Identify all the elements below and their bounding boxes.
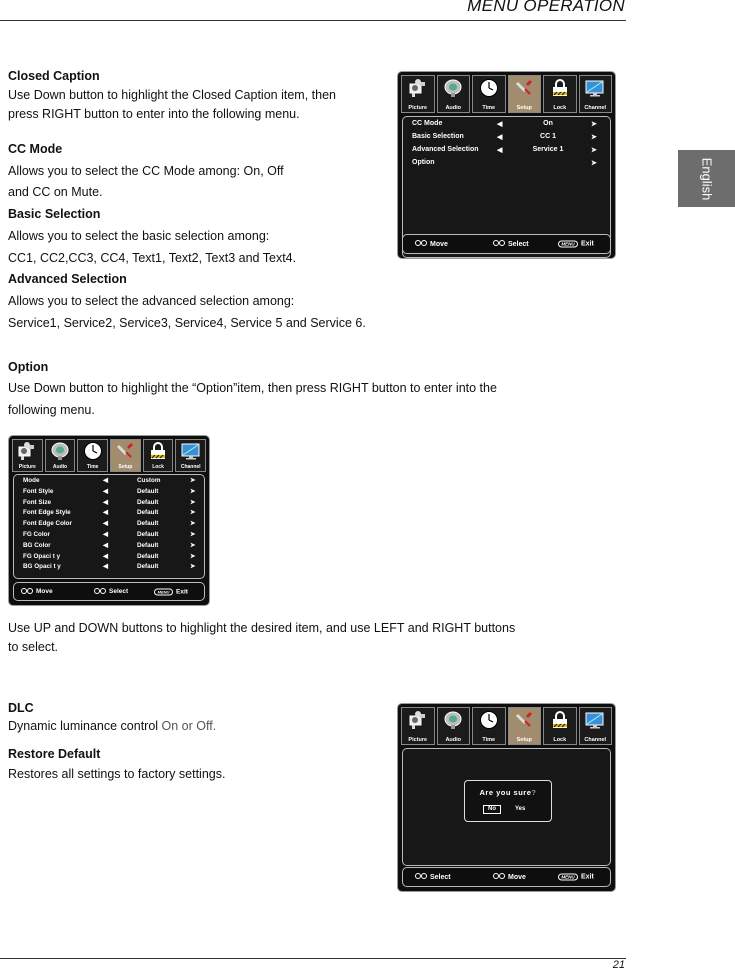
osd-tab-label: Lock (553, 105, 567, 111)
osd-footer (402, 234, 611, 254)
left-arrow-icon: ◀ (497, 121, 503, 128)
menu-row-label: CC Mode (412, 120, 443, 127)
menu-row (14, 509, 204, 519)
closed-caption-heading: Closed Caption (8, 69, 100, 83)
menu-row (14, 499, 204, 509)
footer-select-label: Select (430, 873, 451, 881)
menu-row-value: Default (137, 498, 159, 506)
footer-select (493, 240, 529, 248)
advanced-selection-heading: Advanced Selection (8, 272, 127, 286)
menu-row (14, 553, 204, 563)
menu-row (14, 531, 204, 541)
basic-selection-heading: Basic Selection (8, 207, 101, 221)
time-icon (479, 78, 499, 103)
menu-row-label: BG Color (23, 541, 51, 549)
right-arrow-icon: ➤ (591, 147, 597, 154)
lock-icon (550, 78, 570, 103)
right-arrow-icon: ➤ (190, 498, 196, 506)
menu-row-value: CC 1 (540, 133, 556, 140)
footer-move (415, 240, 448, 248)
lock-icon (550, 710, 570, 735)
footer-exit-label: Exit (581, 240, 594, 248)
osd-tab-bar (401, 707, 612, 745)
osd-tab-label: Audio (52, 464, 68, 470)
audio-icon (443, 710, 463, 735)
footer-exit (154, 588, 188, 595)
updown-keys-icon (415, 873, 427, 881)
right-arrow-icon: ➤ (190, 509, 196, 517)
menu-row-value: Service 1 (532, 146, 564, 153)
menu-row-value: Default (137, 509, 159, 517)
right-arrow-icon: ➤ (190, 487, 196, 495)
osd-tab-label: Setup (516, 737, 532, 743)
menu-row-label: BG Opaci t y (23, 563, 61, 571)
restore-default-heading: Restore Default (8, 747, 101, 761)
footer-select (94, 588, 128, 596)
left-arrow-icon: ◀ (103, 520, 108, 528)
right-arrow-icon: ➤ (591, 160, 597, 167)
picture-icon (18, 441, 36, 466)
option-menu-screenshot (8, 435, 210, 606)
osd-tab-bar (12, 439, 206, 472)
osd-tab-channel[interactable] (579, 75, 613, 113)
osd-tab-picture[interactable] (401, 707, 435, 745)
menu-row-label: Option (412, 159, 435, 166)
header-rule (0, 20, 626, 21)
right-arrow-icon: ➤ (190, 531, 196, 538)
osd-tab-audio[interactable] (437, 75, 471, 113)
osd-tab-lock[interactable] (143, 439, 174, 472)
setup-icon (514, 710, 534, 735)
left-arrow-icon: ◀ (103, 509, 108, 517)
menu-row (14, 520, 204, 530)
footer-move (493, 873, 526, 881)
dlc-line-text: Dynamic luminance control (8, 719, 159, 733)
menu-row (14, 488, 204, 498)
menu-key-icon: MENU (558, 874, 578, 881)
menu-row-label: Font Edge Color (23, 520, 72, 528)
footer-rule (0, 958, 626, 959)
dlc-line-suffix: On or Off. (158, 719, 217, 733)
osd-tab-picture[interactable] (12, 439, 43, 472)
restore-default-screenshot (397, 703, 616, 892)
restore-default-line: Restores all settings to factory settings. (8, 767, 226, 781)
audio-icon (443, 78, 463, 103)
right-arrow-icon: ➤ (591, 134, 597, 141)
time-icon (83, 441, 103, 466)
confirm-question (465, 788, 551, 797)
osd-tab-channel[interactable] (175, 439, 206, 472)
updown-note-line-1: Use UP and DOWN buttons to highlight the desired item, and use LEFT and RIGHT buttons (8, 621, 516, 635)
footer-exit (558, 874, 594, 881)
channel-icon (584, 710, 606, 735)
setup-icon (514, 78, 534, 103)
osd-tab-audio[interactable] (437, 707, 471, 745)
left-arrow-icon: ◀ (103, 487, 108, 495)
menu-key-icon: MENU (154, 588, 173, 595)
basic-selection-line-2: CC1, CC2,CC3, CC4, Text1, Text2, Text3 and Text4. (8, 251, 297, 265)
right-arrow-icon: ➤ (190, 541, 196, 549)
option-menu-main-box (13, 474, 205, 579)
basic-selection-line-1: Allows you to select the basic selection among: (8, 229, 270, 243)
option-line-2: following menu. (8, 403, 95, 417)
menu-row-label: Font Size (23, 498, 51, 506)
menu-row-basic-selection (403, 133, 610, 145)
osd-tab-picture[interactable] (401, 75, 435, 113)
menu-key-icon: MENU (558, 241, 578, 248)
osd-tab-label: Setup (118, 464, 133, 470)
menu-row-option (403, 159, 610, 171)
lock-icon (148, 441, 168, 466)
osd-tab-label: Picture (408, 737, 428, 743)
osd-tab-setup[interactable] (508, 707, 542, 745)
menu-row-label: FG Color (23, 531, 50, 538)
osd-tab-label: Lock (152, 464, 164, 470)
dlc-line (8, 716, 216, 738)
option-line-1: Use Down button to highlight the “Option”item, then press RIGHT button to enter into the (8, 381, 497, 395)
footer-move-label: Move (508, 873, 526, 881)
footer-select-label: Select (508, 240, 529, 248)
language-side-tab (678, 150, 735, 207)
right-arrow-icon: ➤ (591, 121, 597, 128)
osd-tab-audio[interactable] (45, 439, 76, 472)
osd-tab-label: Channel (584, 737, 607, 743)
osd-tab-label: Time (482, 105, 496, 111)
footer-exit (558, 241, 594, 248)
osd-tab-lock[interactable] (543, 75, 577, 113)
left-arrow-icon: ◀ (103, 531, 108, 538)
updown-keys-icon (415, 240, 427, 248)
footer-move-label: Move (430, 240, 448, 248)
footer-select-label: Select (109, 588, 129, 595)
channel-icon (180, 441, 202, 466)
osd-tab-setup[interactable] (110, 439, 141, 472)
osd-tab-label: Setup (516, 105, 532, 111)
advanced-selection-line-2: Service1, Service2, Service3, Service4, Service 5 and Service 6. (8, 316, 366, 330)
left-arrow-icon: ◀ (103, 498, 108, 506)
language-tab-label: English (699, 157, 714, 200)
restore-main-box (402, 748, 611, 866)
menu-row-value: Default (137, 541, 159, 549)
left-arrow-icon: ◀ (103, 477, 108, 484)
option-heading: Option (8, 360, 49, 374)
osd-tab-label: Channel (180, 464, 201, 470)
menu-row-value: Default (137, 552, 159, 560)
footer-move-label: Move (36, 588, 53, 595)
updown-keys-icon (21, 588, 33, 596)
cc-mode-line-1: Allows you to select the CC Mode among: On, Off (8, 164, 284, 178)
footer-move (21, 588, 53, 596)
page-header-title: MENU OPERATION (467, 0, 625, 15)
osd-tab-time[interactable] (472, 707, 506, 745)
cc-menu-screenshot (397, 71, 616, 259)
menu-row-label: Advanced Selection (412, 146, 479, 153)
updown-note-line-2: to select. (8, 640, 59, 654)
footer-exit-label: Exit (176, 588, 188, 595)
menu-row-cc-mode (403, 120, 610, 132)
osd-tab-label: Picture (18, 464, 36, 470)
right-arrow-icon: ➤ (190, 520, 196, 528)
osd-tab-label: Time (482, 737, 496, 743)
left-arrow-icon: ◀ (497, 134, 503, 141)
menu-row (14, 563, 204, 573)
menu-row-label: Font Edge Style (23, 509, 71, 517)
menu-row (14, 477, 204, 487)
menu-row-value: Default (137, 531, 159, 538)
audio-icon (50, 441, 70, 466)
osd-tab-channel[interactable] (579, 707, 613, 745)
osd-tab-label: Audio (445, 105, 462, 111)
left-arrow-icon: ◀ (497, 147, 503, 154)
menu-row-label: Mode (23, 477, 40, 484)
cc-mode-line-2: and CC on Mute. (8, 185, 103, 199)
page-number: 21 (612, 959, 625, 970)
confirm-question-text: Are you sure (479, 788, 532, 797)
no-button[interactable]: No (483, 805, 501, 814)
osd-tab-time[interactable] (472, 75, 506, 113)
menu-row-value: Default (137, 520, 159, 528)
menu-row-advanced-selection (403, 146, 610, 158)
closed-caption-line-1: Use Down button to highlight the Closed Caption item, then (8, 88, 336, 102)
menu-row-label: Basic Selection (412, 133, 464, 140)
menu-row-label: Font Style (23, 487, 54, 495)
menu-row-value: Default (137, 563, 159, 571)
right-arrow-icon: ➤ (190, 563, 196, 571)
menu-row-label: FG Opaci t y (23, 552, 61, 560)
osd-footer (13, 582, 205, 601)
advanced-selection-line-1: Allows you to select the advanced selection among: (8, 294, 295, 308)
yes-button[interactable]: Yes (515, 806, 526, 812)
time-icon (479, 710, 499, 735)
osd-tab-label: Picture (408, 105, 428, 111)
leftright-keys-icon (493, 240, 505, 248)
left-arrow-icon: ◀ (103, 541, 108, 549)
osd-tab-label: Channel (584, 105, 607, 111)
leftright-keys-icon (94, 588, 106, 596)
channel-icon (584, 78, 606, 103)
menu-row-value: Custom (137, 477, 161, 484)
picture-icon (409, 78, 427, 103)
osd-tab-bar (401, 75, 612, 113)
confirm-question-mark: ? (531, 788, 537, 797)
osd-footer (402, 867, 611, 887)
menu-row (14, 542, 204, 552)
left-arrow-icon: ◀ (103, 563, 108, 571)
osd-tab-setup[interactable] (508, 75, 542, 113)
osd-tab-label: Audio (445, 737, 462, 743)
right-arrow-icon: ➤ (190, 477, 196, 484)
left-arrow-icon: ◀ (103, 552, 108, 560)
leftright-keys-icon (493, 873, 505, 881)
confirm-dialog (464, 780, 552, 822)
picture-icon (409, 710, 427, 735)
closed-caption-line-2: press RIGHT button to enter into the following menu. (8, 107, 300, 121)
footer-exit-label: Exit (581, 873, 594, 881)
right-arrow-icon: ➤ (190, 552, 196, 560)
osd-tab-label: Lock (553, 737, 567, 743)
osd-tab-lock[interactable] (543, 707, 577, 745)
cc-mode-heading: CC Mode (8, 142, 63, 156)
menu-row-value: Default (137, 487, 159, 495)
menu-row-value: On (543, 120, 553, 127)
osd-tab-time[interactable] (77, 439, 108, 472)
osd-tab-label: Time (86, 464, 99, 470)
setup-icon (115, 441, 135, 466)
dlc-heading: DLC (8, 701, 34, 715)
footer-select (415, 873, 451, 881)
